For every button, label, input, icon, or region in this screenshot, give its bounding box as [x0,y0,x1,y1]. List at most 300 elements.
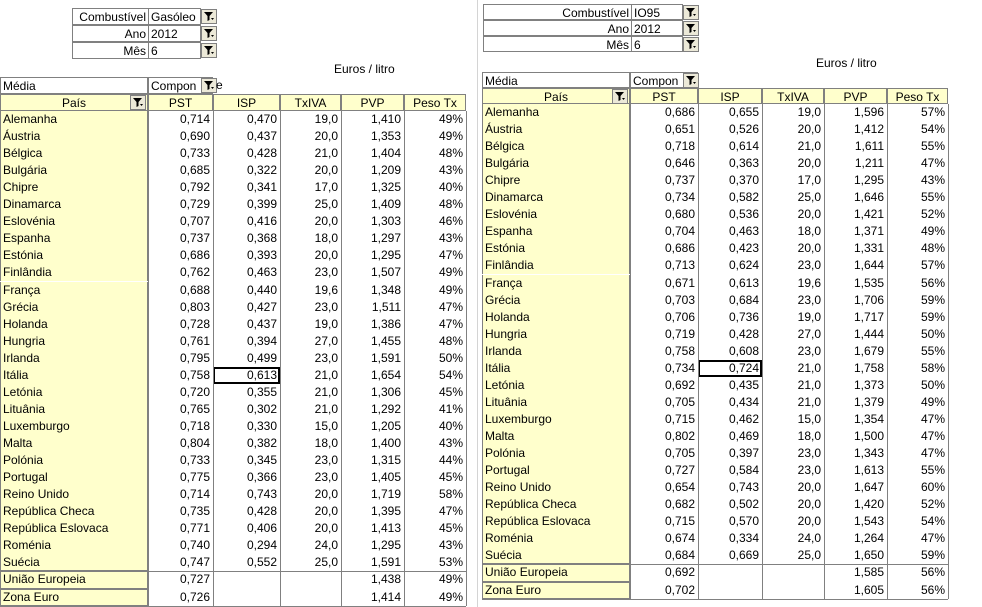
value-cell[interactable]: 1,303 [370,214,401,229]
value-cell[interactable]: 49% [920,224,945,239]
value-cell[interactable]: 0,428 [246,146,277,161]
componentes-field[interactable]: Compon [148,77,213,94]
value-cell[interactable]: 0,692 [664,377,695,392]
country-row-label[interactable]: Portugal [482,462,630,479]
column-header-isp[interactable]: ISP [213,94,280,111]
country-row-label[interactable]: Grécia [482,292,630,309]
value-cell[interactable]: 0,703 [664,292,695,307]
value-cell[interactable]: 50% [920,326,945,341]
value-cell[interactable]: 23,0 [314,470,338,485]
column-header-txiva[interactable]: TxIVA [280,94,341,111]
value-cell[interactable]: 0,393 [246,248,277,263]
value-cell[interactable]: 1,353 [370,129,401,144]
value-cell[interactable]: 1,295 [853,173,884,188]
column-header-pst[interactable]: PST [630,88,698,104]
value-cell[interactable]: 1,413 [370,521,401,536]
value-cell[interactable]: 23,0 [314,350,338,365]
value-cell[interactable]: 21,0 [797,377,821,392]
value-cell[interactable]: 20,0 [797,497,821,512]
value-cell[interactable]: 0,733 [179,453,210,467]
value-cell[interactable]: 0,775 [179,470,210,485]
country-row-label[interactable]: República Checa [482,496,630,513]
value-cell[interactable]: 54% [438,367,463,382]
value-cell[interactable]: 17,0 [314,180,338,195]
value-cell[interactable]: 57% [920,105,945,119]
country-row-label[interactable]: Holanda [482,309,630,326]
country-row-label[interactable]: Estónia [482,240,630,257]
value-cell[interactable]: 0,437 [246,129,277,144]
country-row-label[interactable]: Finlândia [0,264,148,281]
value-cell[interactable]: 0,795 [179,350,210,365]
value-cell[interactable]: 43% [438,538,463,553]
country-row-label[interactable]: França [0,282,148,299]
value-cell[interactable]: 1,292 [370,401,401,416]
value-cell[interactable]: 55% [920,343,945,358]
value-cell[interactable]: 0,727 [664,463,695,478]
value-cell[interactable]: 0,714 [179,487,210,502]
value-cell[interactable]: 0,728 [179,316,210,331]
aggregate-value-cell[interactable]: 0,726 [179,589,210,604]
country-row-label[interactable]: Suécia [482,547,630,564]
value-cell[interactable]: 0,499 [246,350,277,365]
value-cell[interactable]: 20,0 [314,129,338,144]
aggregate-value-cell[interactable] [213,589,280,607]
country-row-label[interactable]: Dinamarca [0,196,148,213]
value-cell[interactable]: 1,647 [853,480,884,495]
value-cell[interactable]: 1,511 [371,299,401,314]
value-cell[interactable]: 21,0 [797,394,821,409]
value-cell[interactable]: 0,671 [664,275,695,290]
value-cell[interactable]: 1,354 [853,411,884,426]
value-cell[interactable]: 0,765 [179,401,210,416]
value-cell[interactable]: 20,0 [314,487,338,502]
aggregate-value-cell[interactable] [213,571,280,589]
value-cell[interactable]: 1,297 [370,231,401,246]
value-cell[interactable]: 25,0 [314,197,338,212]
country-row-label[interactable]: Áustria [482,121,630,138]
value-cell[interactable]: 0,706 [664,309,695,324]
value-cell[interactable]: 1,264 [853,531,884,546]
value-cell[interactable]: 55% [920,463,945,478]
value-cell[interactable]: 0,584 [728,463,759,478]
value-cell[interactable]: 0,613 [728,275,759,290]
value-cell[interactable]: 0,462 [728,411,759,426]
value-cell[interactable]: 21,0 [797,360,821,375]
value-cell[interactable]: 41% [438,401,463,416]
value-cell[interactable]: 45% [438,521,463,536]
value-cell[interactable]: 18,0 [314,231,338,246]
aggregate-value-cell[interactable]: 1,414 [370,589,401,604]
country-row-label[interactable]: Holanda [0,316,148,333]
value-cell[interactable]: 23,0 [314,453,338,467]
country-row-label[interactable]: Eslovénia [0,213,148,230]
value-cell[interactable]: 1,596 [853,105,884,119]
value-cell[interactable]: 0,685 [179,163,210,178]
value-cell[interactable]: 0,552 [246,555,277,570]
filter-dropdown-1[interactable] [683,21,699,36]
value-cell[interactable]: 18,0 [314,435,338,450]
aggregate-value-cell[interactable]: 0,702 [664,582,695,597]
value-cell[interactable]: 25,0 [314,555,338,570]
value-cell[interactable]: 0,536 [728,207,759,222]
value-cell[interactable]: 23,0 [797,258,821,273]
value-cell[interactable]: 56% [920,275,945,290]
value-cell[interactable]: 0,803 [179,299,210,314]
value-cell[interactable]: 21,0 [314,401,338,416]
country-row-label[interactable]: Chipre [0,179,148,196]
value-cell[interactable]: 59% [920,292,945,307]
column-header-txiva[interactable]: TxIVA [762,88,824,104]
value-cell[interactable]: 60% [920,480,945,495]
aggregate-value-cell[interactable]: 56% [920,582,945,597]
value-cell[interactable]: 43% [438,231,463,246]
value-cell[interactable]: 49% [438,265,463,280]
value-cell[interactable]: 23,0 [797,292,821,307]
value-cell[interactable]: 0,322 [246,163,277,178]
value-cell[interactable]: 1,343 [853,446,884,460]
value-cell[interactable]: 47% [920,428,945,443]
country-row-label[interactable]: Itália [0,367,148,384]
country-row-label[interactable]: Luxemburgo [482,411,630,428]
filter-value-0[interactable]: IO95 [632,4,683,20]
aggregate-row-label[interactable]: Zona Euro [482,582,630,600]
filter-value-0[interactable]: Gasóleo [149,8,201,25]
value-cell[interactable]: 0,345 [246,453,277,467]
value-cell[interactable]: 0,682 [664,497,695,512]
value-cell[interactable]: 1,412 [853,122,884,137]
value-cell[interactable]: 23,0 [797,343,821,358]
value-cell[interactable]: 20,0 [797,207,821,222]
value-cell[interactable]: 1,758 [853,360,884,375]
value-cell[interactable]: 58% [438,487,463,502]
value-cell[interactable]: 24,0 [797,531,821,546]
value-cell[interactable]: 20,0 [314,521,338,536]
value-cell[interactable]: 21,0 [314,384,338,399]
country-row-label[interactable]: Lituânia [482,394,630,411]
value-cell[interactable]: 0,705 [664,394,695,409]
country-row-label[interactable]: Espanha [0,230,148,247]
value-cell[interactable]: 0,614 [728,139,759,154]
value-cell[interactable]: 18,0 [797,224,821,239]
aggregate-row-label[interactable]: Zona Euro [0,589,148,607]
aggregate-value-cell[interactable]: 0,692 [664,565,695,580]
value-cell[interactable]: 0,394 [246,333,277,348]
value-cell[interactable]: 18,0 [797,428,821,443]
country-row-label[interactable]: Grécia [0,299,148,316]
value-cell[interactable]: 0,434 [728,394,759,409]
filter-dropdown-0[interactable] [683,5,699,20]
country-row-label[interactable]: Alemanha [0,111,148,128]
aggregate-value-cell[interactable] [698,582,762,600]
column-header-pvp[interactable]: PVP [824,88,887,104]
value-cell[interactable]: 47% [438,504,463,519]
value-cell[interactable]: 53% [438,555,463,570]
pais-dropdown[interactable] [130,95,146,110]
country-row-label[interactable]: Polónia [0,452,148,469]
value-cell[interactable]: 1,654 [370,367,401,382]
value-cell[interactable]: 0,715 [664,411,695,426]
country-row-label[interactable]: Lituânia [0,401,148,418]
country-row-label[interactable]: Irlanda [0,350,148,367]
country-row-label[interactable]: Hungria [0,333,148,350]
value-cell[interactable]: 1,205 [370,418,401,433]
pais-dropdown[interactable] [612,89,628,104]
country-row-label[interactable]: Portugal [0,469,148,486]
value-cell[interactable]: 1,409 [370,197,401,212]
country-row-label[interactable]: Chipre [482,172,630,189]
value-cell[interactable]: 0,718 [664,139,695,154]
value-cell[interactable]: 1,644 [853,258,884,273]
value-cell[interactable]: 0,804 [179,435,210,450]
value-cell[interactable]: 0,704 [664,224,695,239]
value-cell[interactable]: 45% [438,470,463,485]
value-cell[interactable]: 0,355 [246,384,277,399]
value-cell[interactable]: 1,405 [370,470,401,485]
value-cell[interactable]: 17,0 [797,173,821,188]
value-cell[interactable]: 49% [438,129,463,144]
value-cell[interactable]: 0,655 [728,105,759,119]
value-cell[interactable]: 1,306 [370,384,401,399]
value-cell[interactable]: 1,507 [370,265,401,280]
value-cell[interactable]: 0,740 [179,538,210,553]
country-row-label[interactable]: Bulgária [482,155,630,172]
value-cell[interactable]: 0,733 [179,146,210,161]
country-row-label[interactable]: Estónia [0,247,148,264]
value-cell[interactable]: 0,613 [213,367,280,384]
value-cell[interactable]: 59% [920,548,945,563]
value-cell[interactable]: 0,714 [179,112,210,126]
value-cell[interactable]: 20,0 [314,248,338,263]
aggregate-value-cell[interactable] [762,582,824,600]
filter-dropdown-1[interactable] [201,26,217,41]
aggregate-value-cell[interactable] [280,589,341,607]
country-row-label[interactable]: Letónia [0,384,148,401]
value-cell[interactable]: 0,427 [246,299,277,314]
filter-value-1[interactable]: 2012 [149,25,201,42]
value-cell[interactable]: 0,470 [246,112,277,126]
value-cell[interactable]: 0,737 [664,173,695,188]
value-cell[interactable]: 47% [920,531,945,546]
aggregate-value-cell[interactable]: 1,585 [853,565,884,580]
value-cell[interactable]: 0,570 [728,514,759,529]
value-cell[interactable]: 21,0 [314,367,338,382]
value-cell[interactable]: 1,543 [853,514,884,529]
value-cell[interactable]: 1,646 [853,190,884,205]
country-row-label[interactable]: Dinamarca [482,189,630,206]
country-row-label[interactable]: Suécia [0,554,148,571]
aggregate-value-cell[interactable] [280,571,341,589]
value-cell[interactable]: 0,399 [246,197,277,212]
value-cell[interactable]: 49% [920,394,945,409]
aggregate-value-cell[interactable]: 1,438 [370,572,401,587]
column-header-pvp[interactable]: PVP [341,94,404,111]
filter-dropdown-0[interactable] [201,9,217,24]
value-cell[interactable]: 0,654 [664,480,695,495]
value-cell[interactable]: 47% [438,299,463,314]
value-cell[interactable]: 1,404 [370,146,401,161]
value-cell[interactable]: 20,0 [797,480,821,495]
value-cell[interactable]: 0,463 [728,224,759,239]
aggregate-value-cell[interactable]: 49% [438,589,463,604]
value-cell[interactable]: 1,331 [853,241,884,256]
column-header-peso-tx[interactable]: Peso Tx [404,94,466,111]
value-cell[interactable]: 20,0 [797,156,821,171]
country-row-label[interactable]: Roménia [482,530,630,547]
country-row-label[interactable]: Reino Unido [0,486,148,503]
value-cell[interactable]: 0,416 [246,214,277,229]
value-cell[interactable]: 0,382 [246,435,277,450]
value-cell[interactable]: 0,469 [728,428,759,443]
value-cell[interactable]: 20,0 [797,514,821,529]
value-cell[interactable]: 0,330 [246,418,277,433]
value-cell[interactable]: 44% [438,453,463,467]
value-cell[interactable]: 59% [920,309,945,324]
value-cell[interactable]: 0,718 [179,418,210,433]
value-cell[interactable]: 0,302 [246,401,277,416]
value-cell[interactable]: 0,724 [698,360,762,377]
value-cell[interactable]: 0,502 [728,497,759,512]
value-cell[interactable]: 1,379 [853,394,884,409]
value-cell[interactable]: 1,650 [853,548,884,563]
aggregate-row-label[interactable]: União Europeia [0,571,148,589]
value-cell[interactable]: 0,690 [179,129,210,144]
value-cell[interactable]: 23,0 [797,463,821,478]
value-cell[interactable]: 1,611 [854,139,884,154]
value-cell[interactable]: 0,368 [246,231,277,246]
value-cell[interactable]: 0,428 [728,326,759,341]
value-cell[interactable]: 0,688 [179,282,210,297]
value-cell[interactable]: 43% [438,163,463,178]
value-cell[interactable]: 40% [438,418,463,433]
value-cell[interactable]: 1,591 [370,555,401,570]
aggregate-row-label[interactable]: União Europeia [482,564,630,582]
country-row-label[interactable]: França [482,275,630,292]
value-cell[interactable]: 1,535 [853,275,884,290]
value-cell[interactable]: 50% [438,350,463,365]
value-cell[interactable]: 1,444 [853,326,884,341]
value-cell[interactable]: 0,734 [664,360,695,375]
value-cell[interactable]: 0,651 [664,122,695,137]
country-row-label[interactable]: Alemanha [482,104,630,121]
value-cell[interactable]: 52% [920,497,945,512]
value-cell[interactable]: 19,0 [797,105,821,119]
value-cell[interactable]: 1,373 [853,377,884,392]
country-row-label[interactable]: Espanha [482,223,630,240]
value-cell[interactable]: 0,762 [179,265,210,280]
value-cell[interactable]: 0,715 [664,514,695,529]
componentes-dropdown[interactable] [683,73,699,88]
value-cell[interactable]: 0,761 [179,333,210,348]
country-row-label[interactable]: Finlândia [482,257,630,274]
value-cell[interactable]: 1,211 [854,156,884,171]
value-cell[interactable]: 0,802 [664,428,695,443]
value-cell[interactable]: 49% [438,282,463,297]
country-row-label[interactable]: Roménia [0,537,148,554]
aggregate-value-cell[interactable]: 49% [438,572,463,587]
value-cell[interactable]: 0,334 [728,531,759,546]
value-cell[interactable]: 0,582 [728,190,759,205]
value-cell[interactable]: 1,719 [370,487,401,502]
value-cell[interactable]: 43% [438,435,463,450]
country-row-label[interactable]: Eslovénia [482,206,630,223]
value-cell[interactable]: 0,370 [728,173,759,188]
value-cell[interactable]: 20,0 [314,163,338,178]
value-cell[interactable]: 1,500 [853,428,884,443]
country-row-label[interactable]: Irlanda [482,343,630,360]
value-cell[interactable]: 1,295 [370,538,401,553]
value-cell[interactable]: 48% [438,333,463,348]
value-cell[interactable]: 1,386 [370,316,401,331]
filter-dropdown-2[interactable] [201,43,217,58]
value-cell[interactable]: 24,0 [314,538,338,553]
value-cell[interactable]: 58% [920,360,945,375]
value-cell[interactable]: 25,0 [797,190,821,205]
value-cell[interactable]: 0,736 [728,309,759,324]
value-cell[interactable]: 25,0 [797,548,821,563]
value-cell[interactable]: 54% [920,122,945,137]
value-cell[interactable]: 0,437 [246,316,277,331]
value-cell[interactable]: 20,0 [314,504,338,519]
value-cell[interactable]: 0,294 [246,538,277,553]
value-cell[interactable]: 0,758 [179,367,210,382]
value-cell[interactable]: 48% [438,146,463,161]
value-cell[interactable]: 0,743 [728,480,759,495]
value-cell[interactable]: 1,613 [853,463,884,478]
value-cell[interactable]: 1,295 [370,248,401,263]
value-cell[interactable]: 0,366 [246,470,277,485]
value-cell[interactable]: 0,646 [664,156,695,171]
value-cell[interactable]: 0,792 [179,180,210,195]
value-cell[interactable]: 46% [438,214,463,229]
value-cell[interactable]: 50% [920,377,945,392]
value-cell[interactable]: 49% [438,112,463,126]
value-cell[interactable]: 0,674 [664,531,695,546]
value-cell[interactable]: 1,315 [370,453,401,467]
value-cell[interactable]: 1,591 [370,350,401,365]
aggregate-value-cell[interactable] [762,564,824,582]
value-cell[interactable]: 0,705 [664,446,695,460]
filter-dropdown-2[interactable] [683,37,699,52]
value-cell[interactable]: 21,0 [314,146,338,161]
aggregate-value-cell[interactable]: 0,727 [179,572,210,587]
value-cell[interactable]: 0,771 [179,521,210,536]
aggregate-value-cell[interactable] [698,564,762,582]
value-cell[interactable]: 0,680 [664,207,695,222]
value-cell[interactable]: 1,348 [370,282,401,297]
value-cell[interactable]: 19,0 [314,112,338,126]
value-cell[interactable]: 0,428 [246,504,277,519]
value-cell[interactable]: 0,719 [664,326,695,341]
filter-value-2[interactable]: 6 [632,36,683,52]
country-row-label[interactable]: Malta [482,428,630,445]
value-cell[interactable]: 1,679 [853,343,884,358]
componentes-field[interactable]: Compon [630,72,698,88]
value-cell[interactable]: 47% [920,156,945,171]
value-cell[interactable]: 55% [920,139,945,154]
country-row-label[interactable]: Malta [0,435,148,452]
value-cell[interactable]: 23,0 [314,265,338,280]
value-cell[interactable]: 1,410 [370,112,401,126]
value-cell[interactable]: 0,440 [246,282,277,297]
value-cell[interactable]: 0,624 [728,258,759,273]
value-cell[interactable]: 47% [920,446,945,460]
value-cell[interactable]: 57% [920,258,945,273]
value-cell[interactable]: 0,743 [246,487,277,502]
value-cell[interactable]: 19,6 [314,282,338,297]
value-cell[interactable]: 40% [438,180,463,195]
value-cell[interactable]: 0,737 [179,231,210,246]
value-cell[interactable]: 0,686 [664,105,695,119]
